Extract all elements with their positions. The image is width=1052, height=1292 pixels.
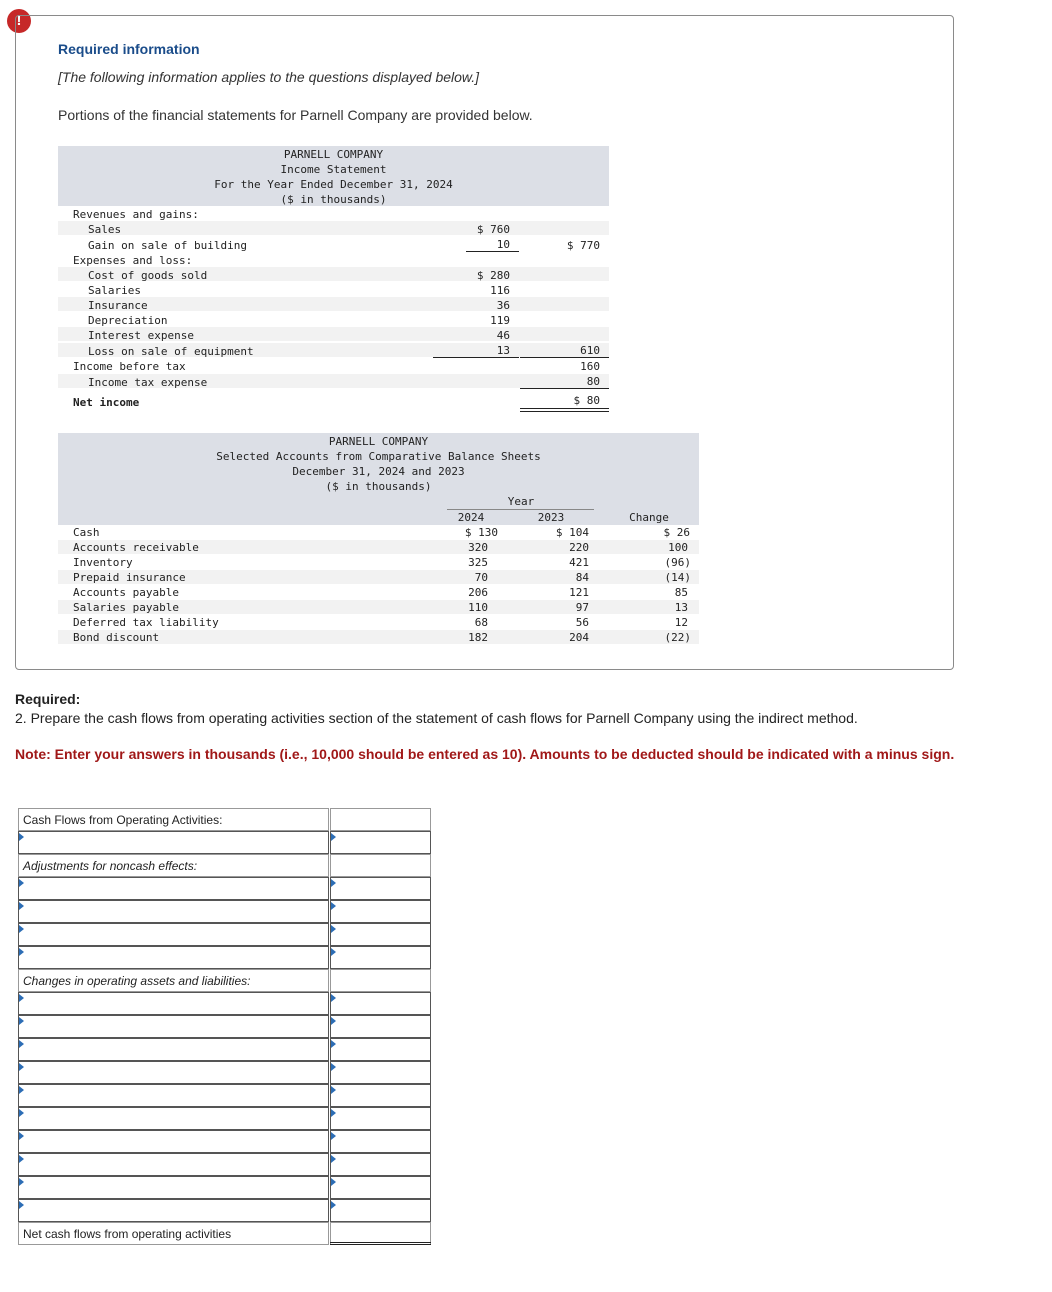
- input-marker-icon: [19, 1109, 24, 1117]
- cf-label-input[interactable]: [18, 1130, 329, 1153]
- salaries-label: Salaries: [88, 284, 141, 297]
- cf-input-row: [18, 1199, 431, 1222]
- input-marker-icon: [331, 1040, 336, 1048]
- input-marker-icon: [331, 925, 336, 933]
- input-marker-icon: [331, 879, 336, 887]
- bs-col-change: Change: [629, 511, 669, 524]
- bs-row-2024: 325: [468, 556, 488, 569]
- bs-row-label: Bond discount: [73, 631, 160, 644]
- bs-row-change: (96): [664, 556, 691, 569]
- cogs-value: $ 280: [476, 269, 510, 282]
- bs-row-change: 12: [674, 616, 688, 629]
- changes-heading: Changes in operating assets and liabilities:: [23, 974, 251, 988]
- cf-input-row: [18, 877, 431, 900]
- sales-label: Sales: [88, 223, 122, 236]
- input-marker-icon: [19, 1178, 24, 1186]
- input-marker-icon: [19, 902, 24, 910]
- input-marker-icon: [19, 1155, 24, 1163]
- cf-label-input[interactable]: [18, 1199, 329, 1222]
- cf-label-input[interactable]: [18, 877, 329, 900]
- input-marker-icon: [331, 1178, 336, 1186]
- cf-label-input[interactable]: [18, 923, 329, 946]
- applies-note: [The following information applies to the questions displayed below.]: [58, 69, 480, 85]
- tax-label: Income tax expense: [88, 376, 208, 389]
- input-marker-icon: [331, 994, 336, 1002]
- bs-dates: December 31, 2024 and 2023: [292, 465, 465, 478]
- input-marker-icon: [331, 948, 336, 956]
- cf-amount-input[interactable]: [330, 831, 431, 854]
- bs-row-2023: 220: [569, 541, 589, 554]
- insurance-label: Insurance: [88, 299, 148, 312]
- input-marker-icon: [19, 925, 24, 933]
- is-units: ($ in thousands): [280, 193, 387, 206]
- cf-heading: Cash Flows from Operating Activities:: [23, 813, 223, 827]
- ibt-value: 160: [580, 360, 600, 373]
- cf-amount-input[interactable]: [330, 1153, 431, 1176]
- input-marker-icon: [19, 1063, 24, 1071]
- bs-row-label: Inventory: [73, 556, 133, 569]
- bs-row-label: Accounts receivable: [73, 541, 199, 554]
- input-marker-icon: [19, 1086, 24, 1094]
- sales-value: $ 760: [476, 223, 510, 236]
- insurance-value: 36: [496, 299, 510, 312]
- tax-value: 80: [586, 375, 600, 388]
- is-title: Income Statement: [280, 163, 387, 176]
- cf-amount-input[interactable]: [330, 992, 431, 1015]
- loss-label: Loss on sale of equipment: [88, 345, 254, 358]
- cf-input-row: [18, 946, 431, 969]
- input-marker-icon: [19, 833, 24, 841]
- entry-note: Note: Enter your answers in thousands (i.e., 10,000 should be entered as 10). Amounts to be deducted should be indicated with a minus sign.: [15, 746, 955, 762]
- bs-row-2023: 121: [569, 586, 589, 599]
- cf-amount-input[interactable]: [330, 900, 431, 923]
- gain-value: 10: [496, 238, 510, 251]
- net-income-label: Net income: [73, 396, 140, 409]
- input-marker-icon: [19, 1132, 24, 1140]
- cf-input-row: [18, 1084, 431, 1107]
- input-marker-icon: [19, 948, 24, 956]
- input-marker-icon: [331, 1017, 336, 1025]
- cf-input-row: [18, 1107, 431, 1130]
- cf-amount-input[interactable]: [330, 1176, 431, 1199]
- bs-row-change: 85: [674, 586, 688, 599]
- cf-input-row: [18, 1038, 431, 1061]
- input-marker-icon: [331, 1109, 336, 1117]
- cf-label-input[interactable]: [18, 900, 329, 923]
- cf-label-input[interactable]: [18, 992, 329, 1015]
- cf-input-row: [18, 1153, 431, 1176]
- bs-company: PARNELL COMPANY: [328, 435, 429, 448]
- bs-row-2024: 182: [468, 631, 488, 644]
- bs-row-2023: 56: [575, 616, 589, 629]
- bs-row-label: Accounts payable: [73, 586, 179, 599]
- bs-row-2024: 206: [468, 586, 488, 599]
- cf-input-row: [18, 1015, 431, 1038]
- cf-label-input[interactable]: [18, 831, 329, 854]
- input-marker-icon: [19, 879, 24, 887]
- cf-label-input[interactable]: [18, 1038, 329, 1061]
- interest-label: Interest expense: [88, 329, 194, 342]
- bs-row-label: Deferred tax liability: [73, 616, 219, 629]
- cf-amount-input[interactable]: [330, 1038, 431, 1061]
- bs-row-change: (22): [664, 631, 691, 644]
- bs-row-2024: 70: [474, 571, 488, 584]
- interest-value: 46: [496, 329, 510, 342]
- bs-row-2023: 97: [575, 601, 589, 614]
- total-label: Net cash flows from operating activities: [23, 1227, 232, 1241]
- input-marker-icon: [331, 833, 336, 841]
- bs-row-2024: $ 130: [464, 526, 498, 539]
- input-marker-icon: [19, 1017, 24, 1025]
- cf-amount-input[interactable]: [330, 1107, 431, 1130]
- cf-label-input[interactable]: [18, 946, 329, 969]
- cf-amount-input[interactable]: [330, 1061, 431, 1084]
- cf-input-row: [18, 923, 431, 946]
- revenues-heading: Revenues and gains:: [73, 208, 199, 221]
- input-marker-icon: [331, 1063, 336, 1071]
- cf-input-row: [18, 1130, 431, 1153]
- cf-label-input[interactable]: [18, 1107, 329, 1130]
- required-question: 2. Prepare the cash flows from operating activities section of the statement of cash flows for Parnell Company using the indirect method.: [15, 710, 858, 726]
- input-marker-icon: [331, 1201, 336, 1209]
- input-marker-icon: [331, 1155, 336, 1163]
- input-marker-icon: [331, 902, 336, 910]
- alert-icon: !: [7, 9, 31, 33]
- required-heading: Required:: [15, 691, 81, 707]
- cf-input-row: [18, 1061, 431, 1084]
- bs-row-change: 13: [674, 601, 688, 614]
- bs-col-2023: 2023: [537, 511, 565, 524]
- input-marker-icon: [19, 994, 24, 1002]
- salaries-value: 116: [490, 284, 510, 297]
- cf-changes-row: [18, 969, 431, 992]
- bs-row-2023: 421: [569, 556, 589, 569]
- cf-amount-input[interactable]: [330, 877, 431, 900]
- is-period: For the Year Ended December 31, 2024: [214, 178, 453, 191]
- bs-year-header: Year: [507, 495, 535, 508]
- bs-row-label: Cash: [73, 526, 100, 539]
- depreciation-label: Depreciation: [88, 314, 168, 327]
- cf-amount-input[interactable]: [330, 946, 431, 969]
- cf-input-row: [18, 900, 431, 923]
- cf-input-row: [18, 992, 431, 1015]
- cf-label-input[interactable]: [18, 1015, 329, 1038]
- cf-amount-input[interactable]: [330, 1199, 431, 1222]
- bs-row-2023: $ 104: [555, 526, 589, 539]
- cf-adjustments-row: [18, 854, 431, 877]
- loss-value: 13: [496, 344, 510, 357]
- bs-row-change: 100: [668, 541, 688, 554]
- cf-input-row: [18, 1176, 431, 1199]
- cf-amount-input[interactable]: [330, 1084, 431, 1107]
- ibt-label: Income before tax: [73, 360, 186, 373]
- cf-amount-input[interactable]: [330, 923, 431, 946]
- intro-text: Portions of the financial statements for Parnell Company are provided below.: [58, 107, 533, 123]
- bs-title: Selected Accounts from Comparative Balance Sheets: [216, 450, 541, 463]
- cf-input-row: [18, 831, 431, 854]
- cf-heading-row: [18, 808, 431, 831]
- total-double-underline: [330, 1242, 431, 1245]
- cogs-label: Cost of goods sold: [88, 269, 208, 282]
- cf-label-input[interactable]: [18, 1061, 329, 1084]
- input-marker-icon: [19, 1201, 24, 1209]
- cf-label-input[interactable]: [18, 1153, 329, 1176]
- cf-amount-input[interactable]: [330, 1130, 431, 1153]
- net-income-value: $ 80: [573, 394, 600, 407]
- input-marker-icon: [19, 1040, 24, 1048]
- is-company: PARNELL COMPANY: [283, 148, 384, 161]
- bs-row-2024: 110: [468, 601, 488, 614]
- bs-row-label: Salaries payable: [73, 601, 179, 614]
- cf-label-input[interactable]: [18, 1084, 329, 1107]
- bs-row-label: Prepaid insurance: [73, 571, 186, 584]
- bs-col-2024: 2024: [457, 511, 485, 524]
- input-marker-icon: [331, 1086, 336, 1094]
- required-information-title: Required information: [58, 41, 200, 57]
- cf-label-input[interactable]: [18, 1176, 329, 1199]
- expenses-total: 610: [580, 344, 600, 357]
- bs-row-2023: 84: [575, 571, 589, 584]
- expenses-heading: Expenses and loss:: [73, 254, 193, 267]
- bs-row-2024: 68: [474, 616, 488, 629]
- cf-amount-input[interactable]: [330, 1015, 431, 1038]
- bs-row-2024: 320: [468, 541, 488, 554]
- revenues-total: $ 770: [566, 239, 600, 252]
- bs-row-2023: 204: [569, 631, 589, 644]
- bs-row-change: (14): [664, 571, 691, 584]
- depreciation-value: 119: [490, 314, 510, 327]
- bs-units: ($ in thousands): [325, 480, 432, 493]
- input-marker-icon: [331, 1132, 336, 1140]
- bs-row-change: $ 26: [663, 526, 690, 539]
- adjustments-heading: Adjustments for noncash effects:: [23, 859, 198, 873]
- gain-label: Gain on sale of building: [88, 239, 247, 252]
